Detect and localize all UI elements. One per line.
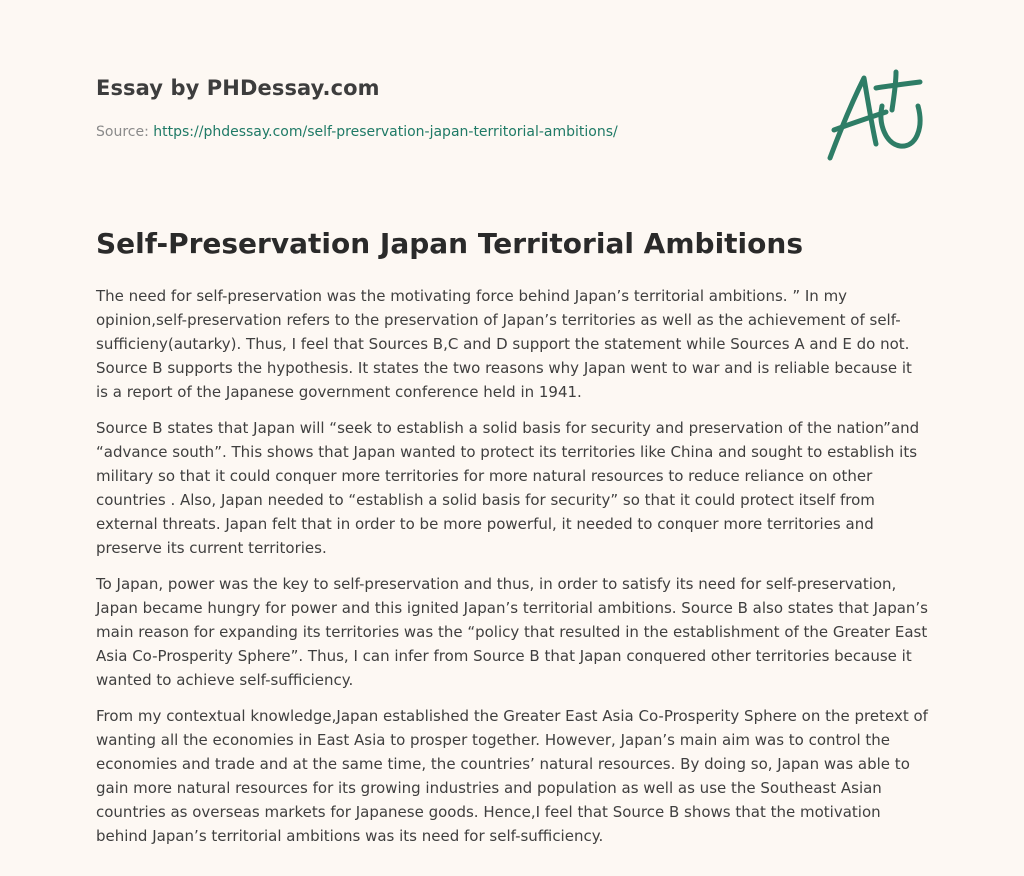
essay-header bbox=[96, 76, 380, 100]
paragraph: Source B states that Japan will “seek to establish a solid basis for security and preservation of the nation”and “advance south”. This shows that Japan wanted to protect its territories like China and sought to establish its military so that it could conquer more territories for more natural resources to reduce reliance on other countries . Also, Japan needed to “establish a solid basis for security” so that it could protect itself from external threats. Japan felt that in order to be more powerful, it needed to conquer more territories and preserve its current territories. bbox=[96, 419, 920, 557]
brand-title: Essay by PHDessay.com bbox=[96, 76, 380, 100]
source-link[interactable]: https://phdessay.com/self-preservation-japan-territorial-ambitions/ bbox=[153, 124, 618, 140]
paragraph: To Japan, power was the key to self-preservation and thus, in order to satisfy its need for self-preservation, Japan became hungry for power and this ignited Japan’s territorial ambitions. Source B also states that Japan’s main reason for expanding its territories was the “policy that resulted in the establishment of the Greater East Asia Co-Prosperity Sphere”. Thus, I can infer from Source B that Japan conquered other territories because it wanted to achieve self-sufficiency. bbox=[96, 575, 928, 689]
paragraph: From my contextual knowledge,Japan established the Greater East Asia Co-Prosperity Sphere on the pretext of wanting all the economies in East Asia to prosper together. However, Japan’s main aim was to control the economies and trade and at the same time, the countries’ natural resources. By doing so, Japan was able to gain more natural resources for its growing industries and population as well as use the Southeast Asian countries as overseas markets for Japanese goods. Hence,I feel that Source B shows that the motivation behind Japan’s territorial ambitions was its need for self-sufficiency. bbox=[96, 707, 928, 845]
source-line bbox=[96, 124, 618, 140]
a-plus-logo-icon bbox=[820, 66, 930, 166]
essay-body bbox=[96, 284, 928, 860]
source-label: Source: bbox=[96, 124, 149, 140]
paragraph: The need for self-preservation was the motivating force behind Japan’s territorial ambitions. ” In my opinion,self-preservation refers to the preservation of Japan’s territories as well as the achievement of self-sufficieny(autarky). Thus, I feel that Sources B,C and D support the statement while Sources A and E do not. Source B supports the hypothesis. It states the two reasons why Japan went to war and is reliable because it is a report of the Japanese government conference held in 1941. bbox=[96, 287, 912, 401]
page-title: Self-Preservation Japan Territorial Ambitions bbox=[96, 227, 803, 260]
